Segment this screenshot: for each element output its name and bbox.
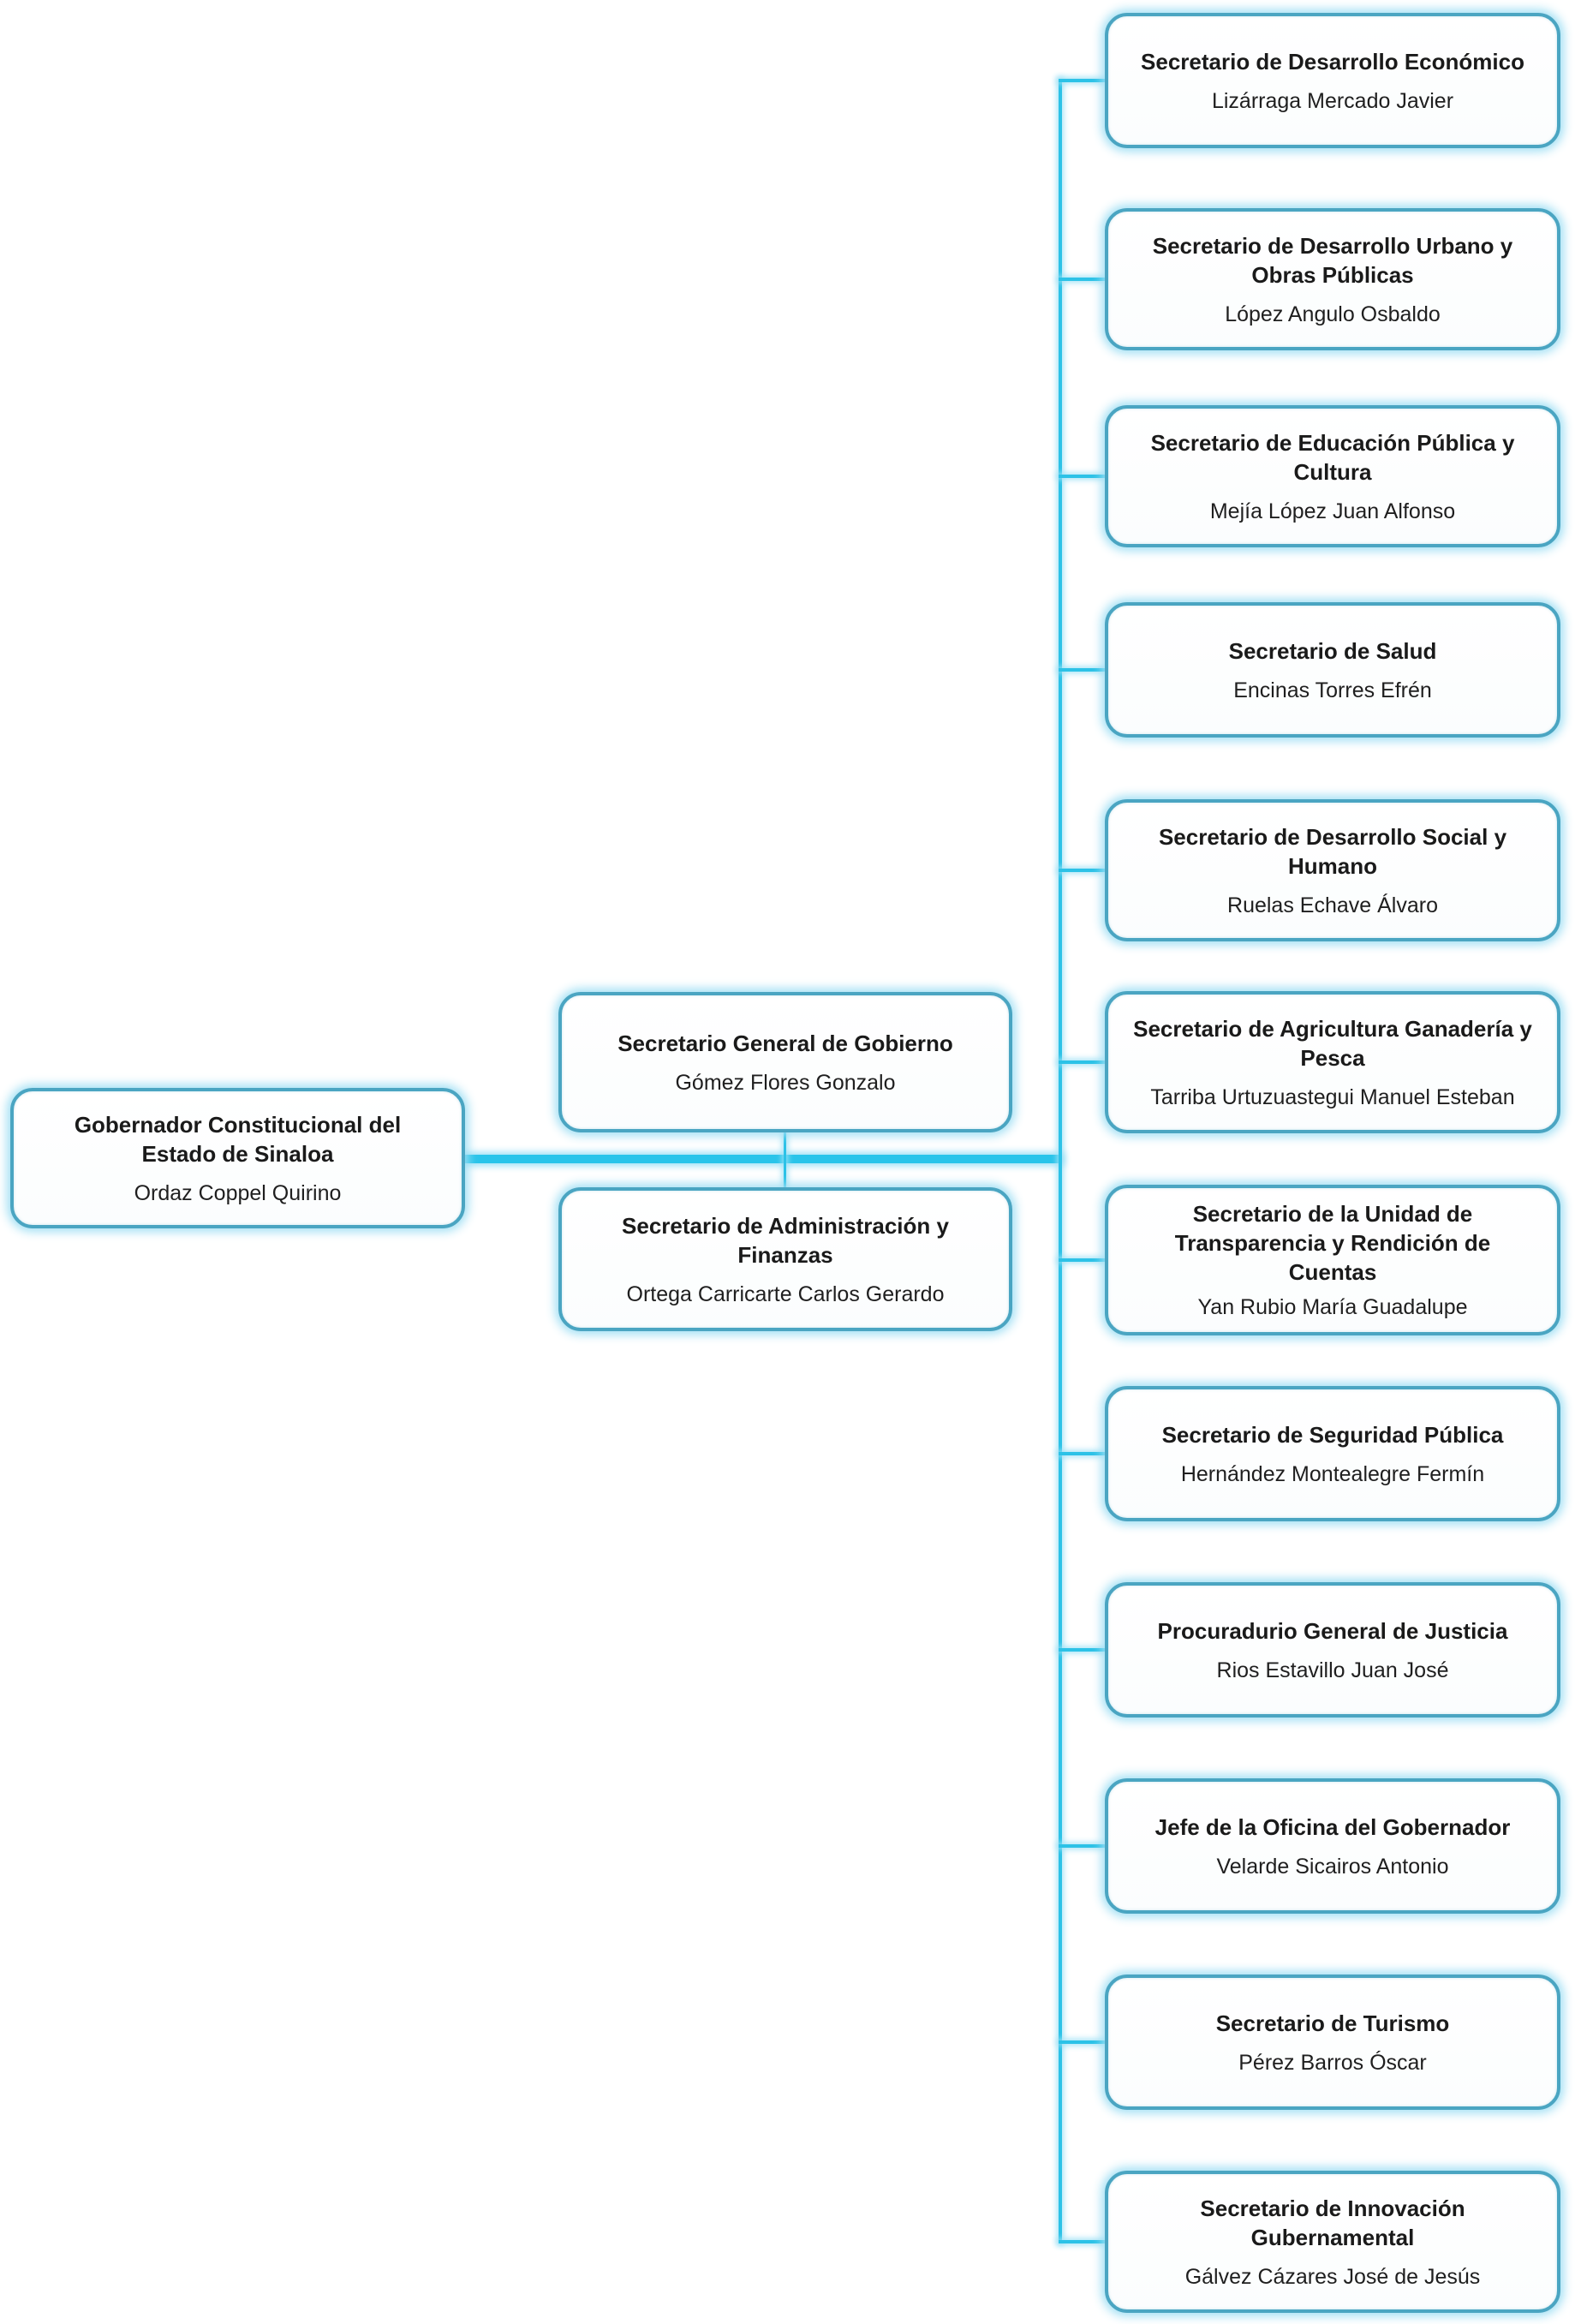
node-person: Yan Rubio María Guadalupe xyxy=(1197,1295,1468,1319)
node-person: Ordaz Coppel Quirino xyxy=(134,1180,342,1205)
node-person: Gómez Flores Gonzalo xyxy=(675,1070,896,1095)
node-title: Procuradurio General de Justicia xyxy=(1157,1617,1508,1644)
node-person: Rios Estavillo Juan José xyxy=(1216,1658,1449,1682)
connector-trunk-horizontal xyxy=(462,1155,1062,1163)
node-title: Secretario de Innovación Gubernamental xyxy=(1200,2195,1465,2250)
connector-stub-10 xyxy=(1059,2040,1105,2044)
connector-stub-3 xyxy=(1059,668,1105,672)
node-person: Ortega Carricarte Carlos Gerardo xyxy=(626,1281,945,1306)
connector-stub-7 xyxy=(1059,1452,1105,1455)
node-oficina-gobernador xyxy=(1105,1778,1560,1914)
node-title: Secretario de Desarrollo Urbano y Obras Públicas xyxy=(1152,232,1513,288)
connector-stub-1 xyxy=(1059,278,1105,281)
node-title: Secretario de la Unidad de Transparencia y Rendición de Cuentas xyxy=(1174,1201,1491,1285)
node-desarrollo-urbano xyxy=(1105,208,1560,350)
node-title: Secretario de Salud xyxy=(1228,637,1437,664)
node-title: Secretario de Agricultura Ganadería y Pesca xyxy=(1133,1015,1532,1071)
connector-stub-11 xyxy=(1059,2240,1105,2243)
node-person: Lizárraga Mercado Javier xyxy=(1211,88,1454,113)
node-person: Hernández Montealegre Fermín xyxy=(1180,1461,1485,1486)
node-secretario-general-gobierno xyxy=(558,992,1012,1132)
node-person: Encinas Torres Efrén xyxy=(1233,678,1432,702)
node-innovacion-gubernamental xyxy=(1105,2171,1560,2313)
connector-middle-vertical xyxy=(784,1132,786,1187)
node-person: Gálvez Cázares José de Jesús xyxy=(1184,2264,1481,2289)
node-procuraduria-justicia xyxy=(1105,1582,1560,1718)
node-administracion-finanzas xyxy=(558,1187,1012,1331)
node-person: Velarde Sicairos Antonio xyxy=(1216,1854,1449,1879)
node-title: Secretario de Seguridad Pública xyxy=(1161,1421,1504,1448)
node-gobernador xyxy=(10,1088,465,1228)
connector-stub-5 xyxy=(1059,1060,1105,1064)
node-desarrollo-economico xyxy=(1105,13,1560,148)
node-agricultura-ganaderia-pesca xyxy=(1105,991,1560,1133)
node-person: Mejía López Juan Alfonso xyxy=(1209,499,1456,523)
node-turismo xyxy=(1105,1975,1560,2110)
connector-stub-9 xyxy=(1059,1844,1105,1848)
node-person: Pérez Barros Óscar xyxy=(1238,2050,1427,2075)
node-educacion-publica xyxy=(1105,405,1560,547)
node-title: Secretario General de Gobierno xyxy=(617,1030,953,1056)
connector-trunk-vertical xyxy=(1059,79,1062,2243)
node-person: Tarriba Urtuzuastegui Manuel Esteban xyxy=(1150,1084,1515,1109)
node-person: Ruelas Echave Álvaro xyxy=(1227,893,1438,917)
node-title: Secretario de Administración y Finanzas xyxy=(622,1212,949,1268)
connector-stub-8 xyxy=(1059,1648,1105,1652)
node-title: Secretario de Turismo xyxy=(1215,2010,1450,2036)
node-seguridad-publica xyxy=(1105,1386,1560,1521)
connector-stub-6 xyxy=(1059,1258,1105,1262)
node-title: Jefe de la Oficina del Gobernador xyxy=(1154,1813,1511,1840)
node-desarrollo-social xyxy=(1105,799,1560,941)
node-title: Gobernador Constitucional del Estado de Sinaloa xyxy=(74,1111,402,1167)
connector-stub-2 xyxy=(1059,475,1105,478)
connector-stub-4 xyxy=(1059,869,1105,872)
node-person: López Angulo Osbaldo xyxy=(1225,302,1441,326)
node-salud xyxy=(1105,602,1560,738)
node-title: Secretario de Educación Pública y Cultura xyxy=(1150,429,1515,485)
node-title: Secretario de Desarrollo Social y Humano xyxy=(1158,823,1507,879)
connector-stub-0 xyxy=(1059,79,1105,82)
node-title: Secretario de Desarrollo Económico xyxy=(1141,48,1524,75)
node-transparencia xyxy=(1105,1185,1560,1335)
